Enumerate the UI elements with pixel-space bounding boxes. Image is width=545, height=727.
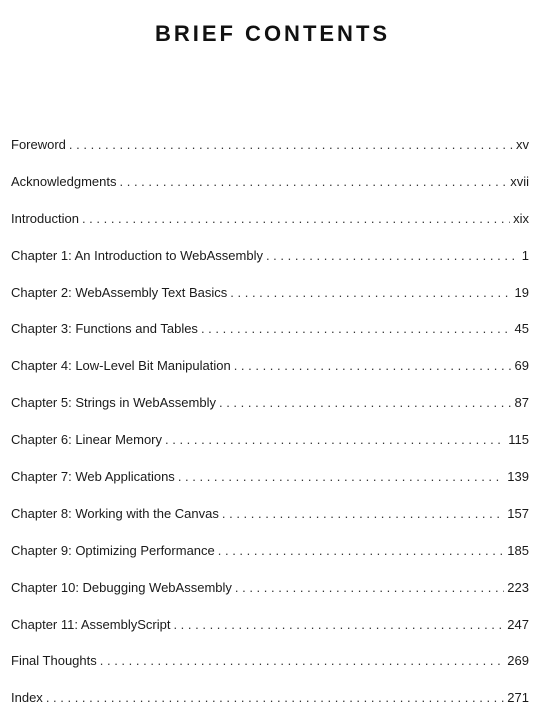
toc-entry-introduction (11, 211, 529, 248)
toc-entry-page: 1 (521, 247, 529, 263)
toc-entry-chapter-3 (11, 321, 529, 358)
toc-entry-page: 247 (507, 616, 529, 632)
toc-entry-index (11, 690, 529, 727)
toc-entry-page: 45 (514, 321, 529, 337)
toc-entry-foreword (11, 137, 529, 174)
toc-entry-page: 115 (508, 432, 529, 448)
dot-leader (235, 580, 504, 595)
dot-leader (218, 543, 505, 558)
dot-leader (46, 690, 504, 705)
toc-entry-label: Chapter 3: Functions and Tables (11, 321, 198, 337)
toc-entry-page: 139 (507, 469, 529, 485)
toc-entry-page: 185 (507, 542, 529, 558)
dot-leader (201, 321, 512, 336)
toc-entry-final-thoughts (11, 653, 529, 690)
toc-entry-chapter-2 (11, 285, 529, 322)
toc-entry-page: 157 (507, 505, 529, 521)
toc-entry-label: Final Thoughts (11, 653, 97, 669)
toc-entry-chapter-7 (11, 469, 529, 506)
toc-entry-chapter-4 (11, 358, 529, 395)
toc-entry-page: 87 (514, 395, 529, 411)
page-title: BRIEF CONTENTS (154, 20, 391, 46)
toc-entry-label: Chapter 8: Working with the Canvas (11, 505, 219, 521)
toc-entry-page: 69 (514, 358, 529, 374)
dot-leader (120, 174, 508, 189)
toc-entry-chapter-5 (11, 395, 529, 432)
toc-entry-label: Index (11, 690, 43, 706)
toc-entry-page: xix (513, 210, 529, 226)
toc-entry-chapter-1 (11, 248, 529, 285)
toc-entry-page: 223 (507, 579, 529, 595)
dot-leader (219, 395, 512, 410)
dot-leader (266, 248, 519, 263)
toc-entry-page: xv (516, 137, 529, 152)
dot-leader (178, 469, 504, 484)
toc-entry-label: Chapter 9: Optimizing Performance (11, 542, 215, 558)
toc-entry-label: Chapter 11: AssemblyScript (11, 616, 171, 632)
toc-entry-page: 269 (507, 653, 529, 669)
dot-leader (82, 211, 510, 226)
toc-entry-chapter-10 (11, 580, 529, 617)
toc-entry-label: Acknowledgments (11, 173, 117, 189)
toc-entry-page: xvii (510, 173, 529, 189)
dot-leader (230, 285, 511, 300)
toc-entry-label: Foreword (11, 137, 66, 152)
table-of-contents (11, 137, 529, 727)
toc-entry-page: 19 (514, 284, 529, 300)
dot-leader (165, 432, 505, 447)
toc-entry-label: Chapter 5: Strings in WebAssembly (11, 395, 216, 411)
toc-entry-chapter-6 (11, 432, 529, 469)
toc-entry-page: 271 (507, 690, 529, 706)
toc-entry-chapter-9 (11, 543, 529, 580)
toc-entry-label: Chapter 4: Low-Level Bit Manipulation (11, 358, 231, 374)
toc-entry-chapter-8 (11, 506, 529, 543)
dot-leader (222, 506, 504, 521)
toc-entry-label: Chapter 1: An Introduction to WebAssembly (11, 247, 263, 263)
toc-entry-label: Chapter 6: Linear Memory (11, 432, 163, 448)
dot-leader (173, 617, 504, 632)
toc-entry-chapter-11 (11, 617, 529, 654)
dot-leader (100, 653, 505, 668)
dot-leader (69, 137, 513, 152)
toc-entry-acknowledgments (11, 174, 529, 211)
toc-entry-label: Chapter 2: WebAssembly Text Basics (11, 284, 228, 300)
toc-entry-label: Introduction (11, 210, 79, 226)
toc-entry-label: Chapter 7: Web Applications (11, 469, 175, 485)
toc-entry-label: Chapter 10: Debugging WebAssembly (11, 579, 232, 595)
dot-leader (234, 358, 512, 373)
